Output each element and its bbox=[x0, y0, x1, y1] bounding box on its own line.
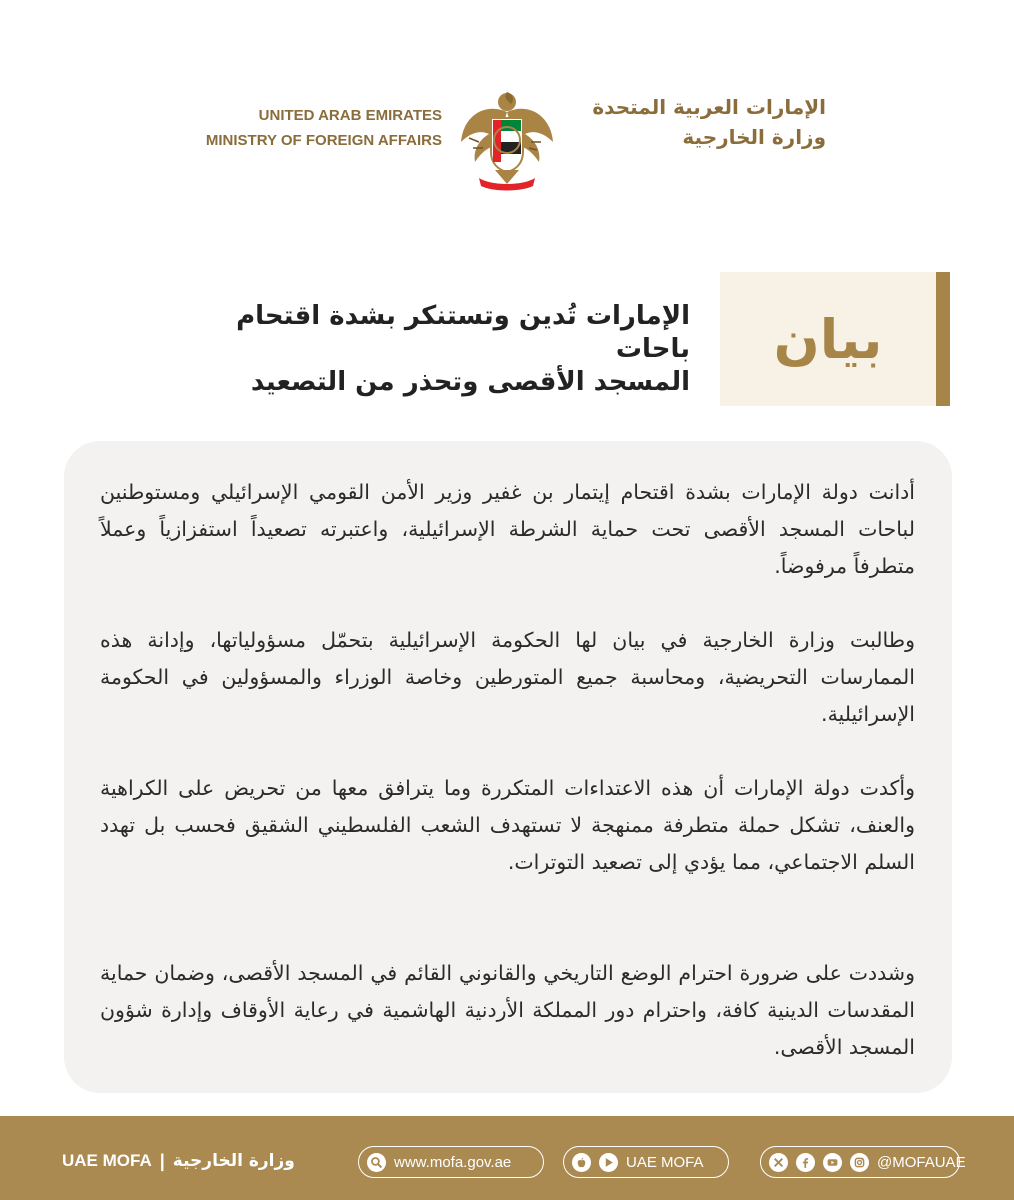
statement-badge-label: بيان bbox=[773, 307, 883, 371]
apple-icon bbox=[572, 1153, 591, 1172]
statement-paragraph-3: وأكدت دولة الإمارات أن هذه الاعتداءات المتكررة وما يترافق معها من تحريض على الكراهية والعنف، تشكل حملة متطرفة ممنهجة لا تستهدف الشعب الفلسطيني الشقيق فحسب بل تهدد السلم الاجتماعي، مما يؤدي إلى تصعيد التوترات. bbox=[100, 776, 915, 874]
facebook-icon[interactable] bbox=[796, 1153, 815, 1172]
header-ar-country: الإمارات العربية المتحدة bbox=[592, 95, 826, 119]
youtube-icon[interactable] bbox=[823, 1153, 842, 1172]
footer-brand-ar: وزارة الخارجية bbox=[172, 1151, 295, 1171]
statement-paragraph-2: وطالبت وزارة الخارجية في بيان لها الحكومة الإسرائيلية بتحمّل مسؤولياتها، وإدانة هذه الممارسات التحريضية، ومحاسبة جميع المتورطين وخاصة الوزراء والمسؤولين في الحكومة الإسرائيلية. bbox=[100, 628, 915, 726]
header-english bbox=[160, 103, 442, 153]
social-handle: @MOFAUAE bbox=[877, 1153, 966, 1171]
header-en-ministry: MINISTRY OF FOREIGN AFFAIRS bbox=[205, 132, 442, 149]
uae-emblem-icon bbox=[455, 82, 559, 192]
statement-badge bbox=[720, 272, 950, 406]
instagram-icon[interactable] bbox=[850, 1153, 869, 1172]
statement-paragraph-1: أدانت دولة الإمارات بشدة اقتحام إيتمار بن غفير وزير الأمن القومي الإسرائيلي ومستوطنين لباحات المسجد الأقصى تحت حماية الشرطة الإسرائيلية، واعتبرته تصعيداً استفزازياً وعملاً متطرفاً مرفوضاً. bbox=[100, 480, 915, 578]
header-ar-ministry: وزارة الخارجية bbox=[682, 125, 826, 149]
footer-brand-separator: | bbox=[159, 1150, 165, 1171]
header-en-country: UNITED ARAB EMIRATES bbox=[258, 107, 442, 124]
title-line-2: المسجد الأقصى وتحذر من التصعيد bbox=[250, 367, 690, 397]
page-title bbox=[160, 300, 690, 399]
x-icon[interactable] bbox=[769, 1153, 788, 1172]
app-label: UAE MOFA bbox=[626, 1153, 704, 1171]
footer-brand-en: UAE MOFA bbox=[62, 1151, 152, 1170]
statement-paragraph-4: وشددت على ضرورة احترام الوضع التاريخي والقانوني القائم في المسجد الأقصى، وضمان حماية المقدسات الدينية كافة، واحترام دور المملكة الأردنية الهاشمية في رعاية الأوقاف وإدارة شؤون المسجد الأقصى. bbox=[100, 961, 915, 1059]
play-store-icon bbox=[599, 1153, 618, 1172]
app-link[interactable] bbox=[563, 1146, 729, 1178]
website-url: www.mofa.gov.ae bbox=[394, 1153, 512, 1171]
social-links[interactable] bbox=[760, 1146, 966, 1178]
website-link[interactable] bbox=[358, 1146, 544, 1178]
title-line-1: الإمارات تُدين وتستنكر بشدة اقتحام باحات bbox=[236, 301, 690, 364]
header-arabic bbox=[566, 92, 826, 152]
footer-brand bbox=[62, 1146, 295, 1176]
search-icon bbox=[367, 1153, 386, 1172]
